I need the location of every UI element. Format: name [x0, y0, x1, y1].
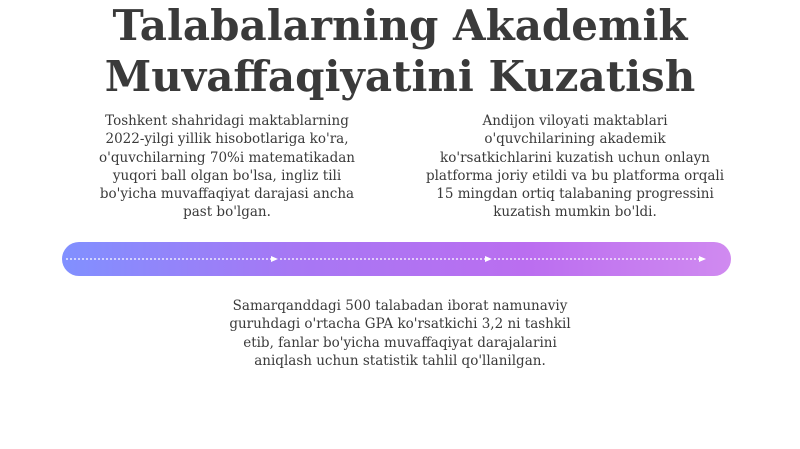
event-text-toshkent: Toshkent shahridagi maktablarning 2022-yilgi yillik hisobotlariga ko'ra, o'quvchilarning 70%i matematikadan yuqori ball olgan bo'lsa, ingliz tili bo'yicha muvaffaqiyat darajasi ancha past bo'lgan.: [99, 113, 355, 221]
arrow-head-icon: [485, 256, 492, 262]
arrow-head-icon: [271, 256, 278, 262]
event-text-samarqand: Samarqanddagi 500 talabadan iborat namunaviy guruhdagi o'rtacha GPA ko'rsatkichi 3,2 ni tashkil etib, fanlar bo'yicha muvaffaqiyat darajalarini aniqlash uchun statistik tahlil qo'llanilgan.: [229, 298, 571, 369]
arrow-head-icon: [699, 256, 706, 262]
timeline-arrows: [62, 242, 731, 276]
event-text-andijon: Andijon viloyati maktablari o'quvchilarining akademik ko'rsatkichlarini kuzatish uchun onlayn platforma joriy etildi va bu platforma orqali 15 mingdan ortiq talabaning progressini kuzatish mumkin bo'ldi.: [425, 113, 725, 221]
page-title: Talabalarning Akademik Muvaffaqiyatini Kuzatish: [104, 1, 696, 101]
